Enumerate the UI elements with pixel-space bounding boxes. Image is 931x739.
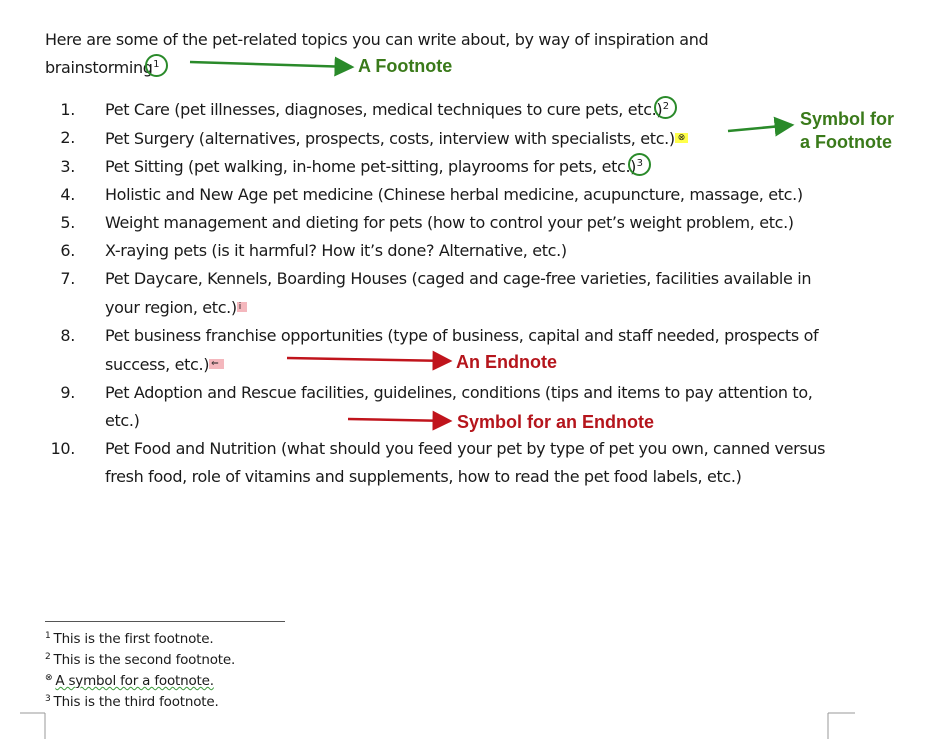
footnote-text: A symbol for a footnote. — [55, 673, 214, 689]
item-text: Pet Surgery (alternatives, prospects, costs, interview with specialists, etc.) — [105, 129, 675, 148]
footnote-text: This is the first footnote. — [53, 631, 214, 647]
endnote-arrow — [287, 358, 450, 361]
footnote-mark: 1 — [45, 631, 51, 641]
endnote-symbol-marker[interactable]: ⇐ — [209, 359, 224, 369]
footnote-marker-3[interactable]: 3 — [628, 153, 651, 176]
item-text: Pet Sitting (pet walking, in-home pet-sitting, playrooms for pets, etc.) — [105, 157, 637, 176]
endnote-marker[interactable]: i — [237, 302, 247, 312]
footnote-symbol-arrow — [728, 125, 792, 131]
footnote-separator — [45, 621, 285, 622]
footnotes-area — [45, 629, 235, 713]
item-text: Pet Adoption and Rescue facilities, guidelines, conditions (tips and items to pay attention to, etc.) — [105, 383, 813, 430]
footnote-mark: 2 — [45, 652, 51, 662]
footnote-entry — [45, 650, 235, 671]
footnote-marker-2[interactable]: 2 — [654, 96, 677, 119]
endnote-label: An Endnote — [456, 352, 557, 372]
crop-mark-left — [20, 713, 45, 739]
item-number: 9. — [60, 383, 75, 402]
footnote-symbol-label-1: Symbol for — [800, 109, 895, 129]
item-text: Pet Daycare, Kennels, Boarding Houses (caged and cage-free varieties, facilities available in your region, etc.) — [105, 269, 812, 317]
intro-text: Here are some of the pet-related topics you can write about, by way of inspiration and — [45, 30, 709, 49]
footnote-entry — [45, 692, 235, 713]
footnote-mark: ⊗ — [45, 673, 53, 683]
footnote-text: This is the third footnote. — [53, 694, 219, 710]
footnote-arrow — [190, 62, 352, 67]
item-text: Pet Care (pet illnesses, diagnoses, medical techniques to cure pets, etc.) — [105, 100, 663, 119]
item-text: Holistic and New Age pet medicine (Chinese herbal medicine, acupuncture, massage, etc.) — [105, 185, 803, 204]
item-text: Pet Food and Nutrition (what should you feed your pet by type of pet you own, canned versus fresh food, role of vitamins and supplements, how to read the pet food labels, etc.) — [105, 439, 826, 486]
item-number: 4. — [60, 185, 75, 204]
item-number: 6. — [60, 241, 75, 260]
footnote-symbol-marker[interactable]: ⊗ — [675, 133, 688, 143]
item-text: Pet business franchise opportunities (type of business, capital and staff needed, prospects of success, etc.) — [105, 326, 819, 374]
footnote-entry — [45, 671, 235, 692]
endnote-symbol-arrow — [348, 419, 450, 421]
item-text: Weight management and dieting for pets (how to control your pet’s weight problem, etc.) — [105, 213, 794, 232]
endnote-symbol-label: Symbol for an Endnote — [457, 412, 655, 432]
item-number: 8. — [60, 326, 75, 345]
item-number: 1. — [60, 100, 75, 119]
item-number: 7. — [60, 269, 75, 288]
footnote-mark: 3 — [45, 694, 51, 704]
item-number: 3. — [60, 157, 75, 176]
footnote-text: This is the second footnote. — [53, 652, 236, 668]
footnote-marker-1[interactable]: 1 — [145, 54, 168, 77]
crop-mark-right — [828, 713, 855, 739]
intro-text-end: brainstorming — [45, 58, 153, 77]
footnote-label: A Footnote — [358, 56, 453, 76]
footnote-symbol-label-2: a Footnote — [800, 132, 892, 152]
footnote-entry — [45, 629, 235, 650]
item-number: 2. — [60, 128, 75, 147]
item-number: 10. — [50, 439, 75, 458]
item-text: X-raying pets (is it harmful? How it’s done? Alternative, etc.) — [105, 241, 567, 260]
item-number: 5. — [60, 213, 75, 232]
